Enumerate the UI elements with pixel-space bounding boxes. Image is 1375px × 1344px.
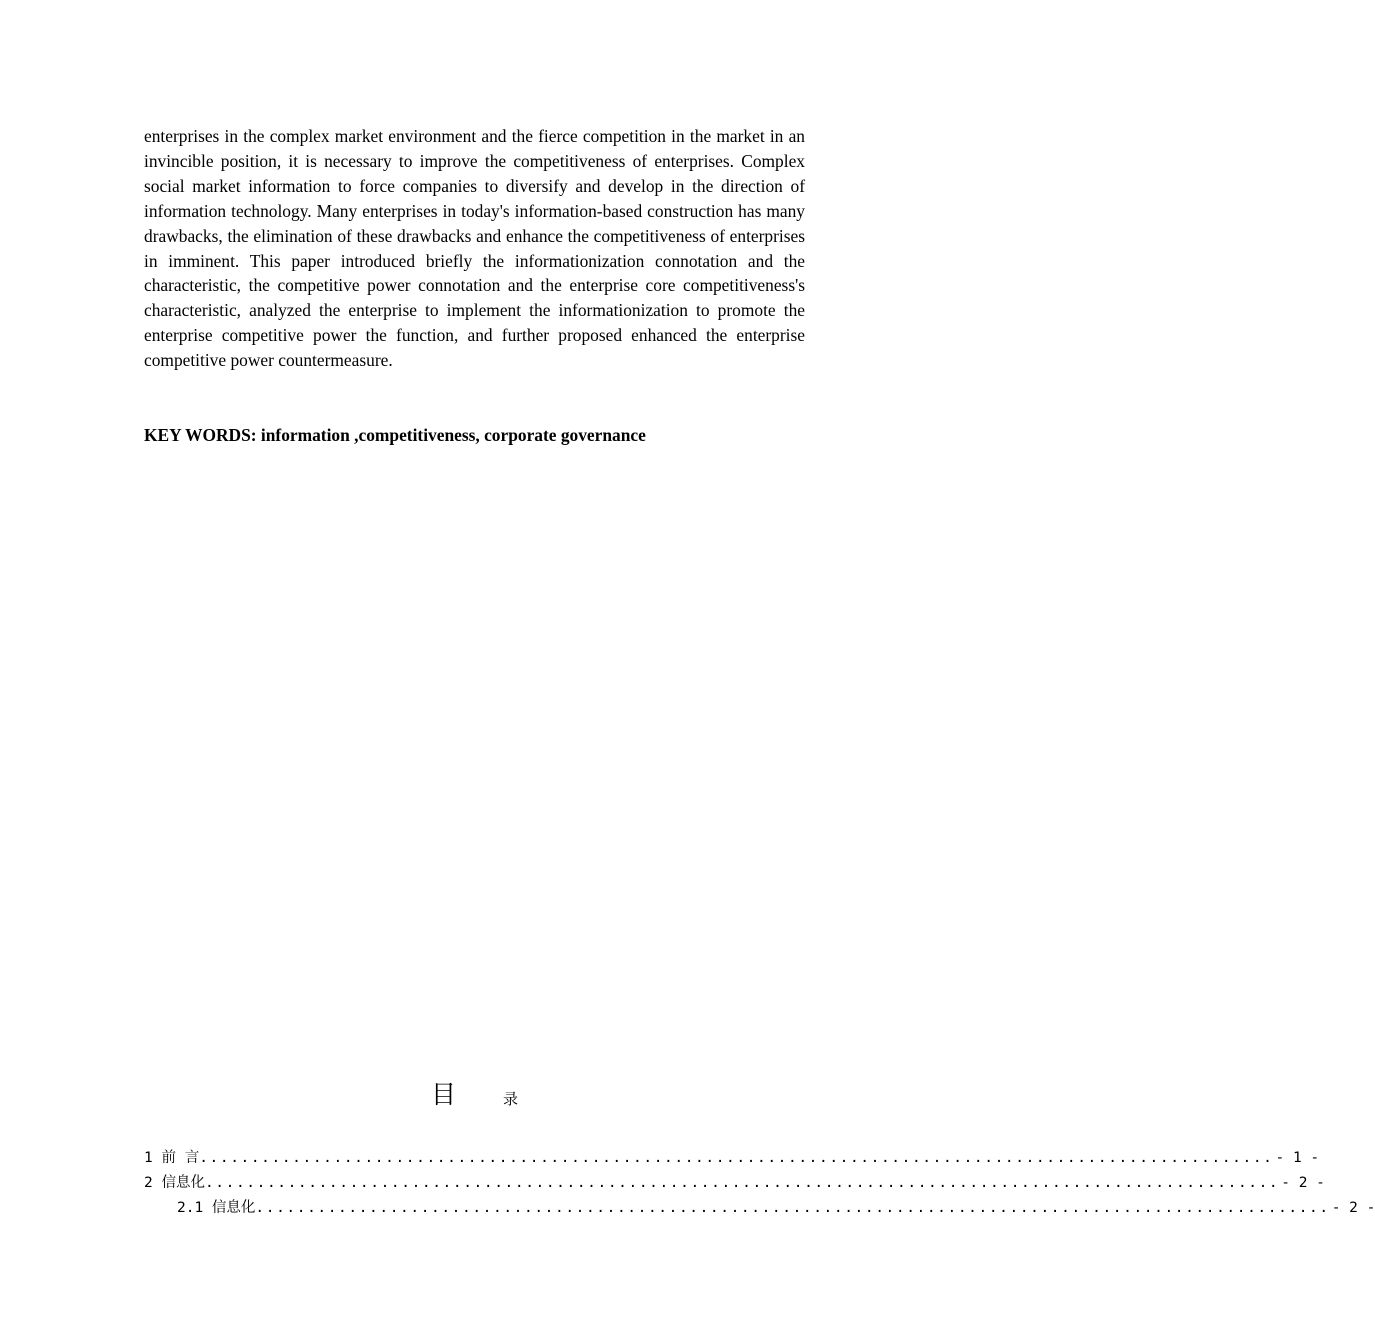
- abstract-paragraph: enterprises in the complex market environment and the fierce competition in the market in an invincible position, it is necessary to improve the competitiveness of enterprises. Complex social market information to force companies to diversify and develop in the direction of information technology. Many enterprises in today's information-based construction has many drawbacks, the elimination of these drawbacks and enhance the competitiveness of enterprises in imminent. This paper introduced briefly the informationization connotation and the characteristic, the competitive power connotation and the enterprise core competitiveness's characteristic, analyzed the enterprise to implement the informationization to promote the enterprise competitive power the function, and further proposed enhanced the enterprise competitive power countermeasure.: [144, 126, 805, 371]
- toc-entry-page: - 1 -: [1275, 1150, 1320, 1166]
- toc-entry-label: 1 前 言: [144, 1150, 200, 1166]
- toc-entry-informatization[interactable]: [144, 1172, 1325, 1197]
- toc-leader-dots: ........................................................................................................: [204, 1175, 1280, 1191]
- toc-entry-label: 2 信息化: [144, 1175, 205, 1191]
- toc-heading-sub: 录: [503, 1090, 519, 1108]
- toc-heading: [0, 1078, 950, 1114]
- toc-entry-label: 2.1 信息化: [177, 1200, 256, 1216]
- toc-entry-page: - 2 -: [1281, 1175, 1325, 1191]
- keywords-line: KEY WORDS: information ,competitiveness, corporate governance: [144, 425, 646, 445]
- toc-leader-dots: ........................................................................................................: [199, 1150, 1274, 1166]
- toc-entry-informatization-sub[interactable]: [144, 1197, 1375, 1222]
- toc-entry-page: - 2 -: [1331, 1200, 1375, 1216]
- toc-heading-main: 目: [431, 1080, 457, 1109]
- toc-leader-dots: ........................................................................................................: [255, 1200, 1330, 1216]
- table-of-contents: [144, 1147, 1375, 1222]
- toc-entry-preface[interactable]: [144, 1147, 1320, 1172]
